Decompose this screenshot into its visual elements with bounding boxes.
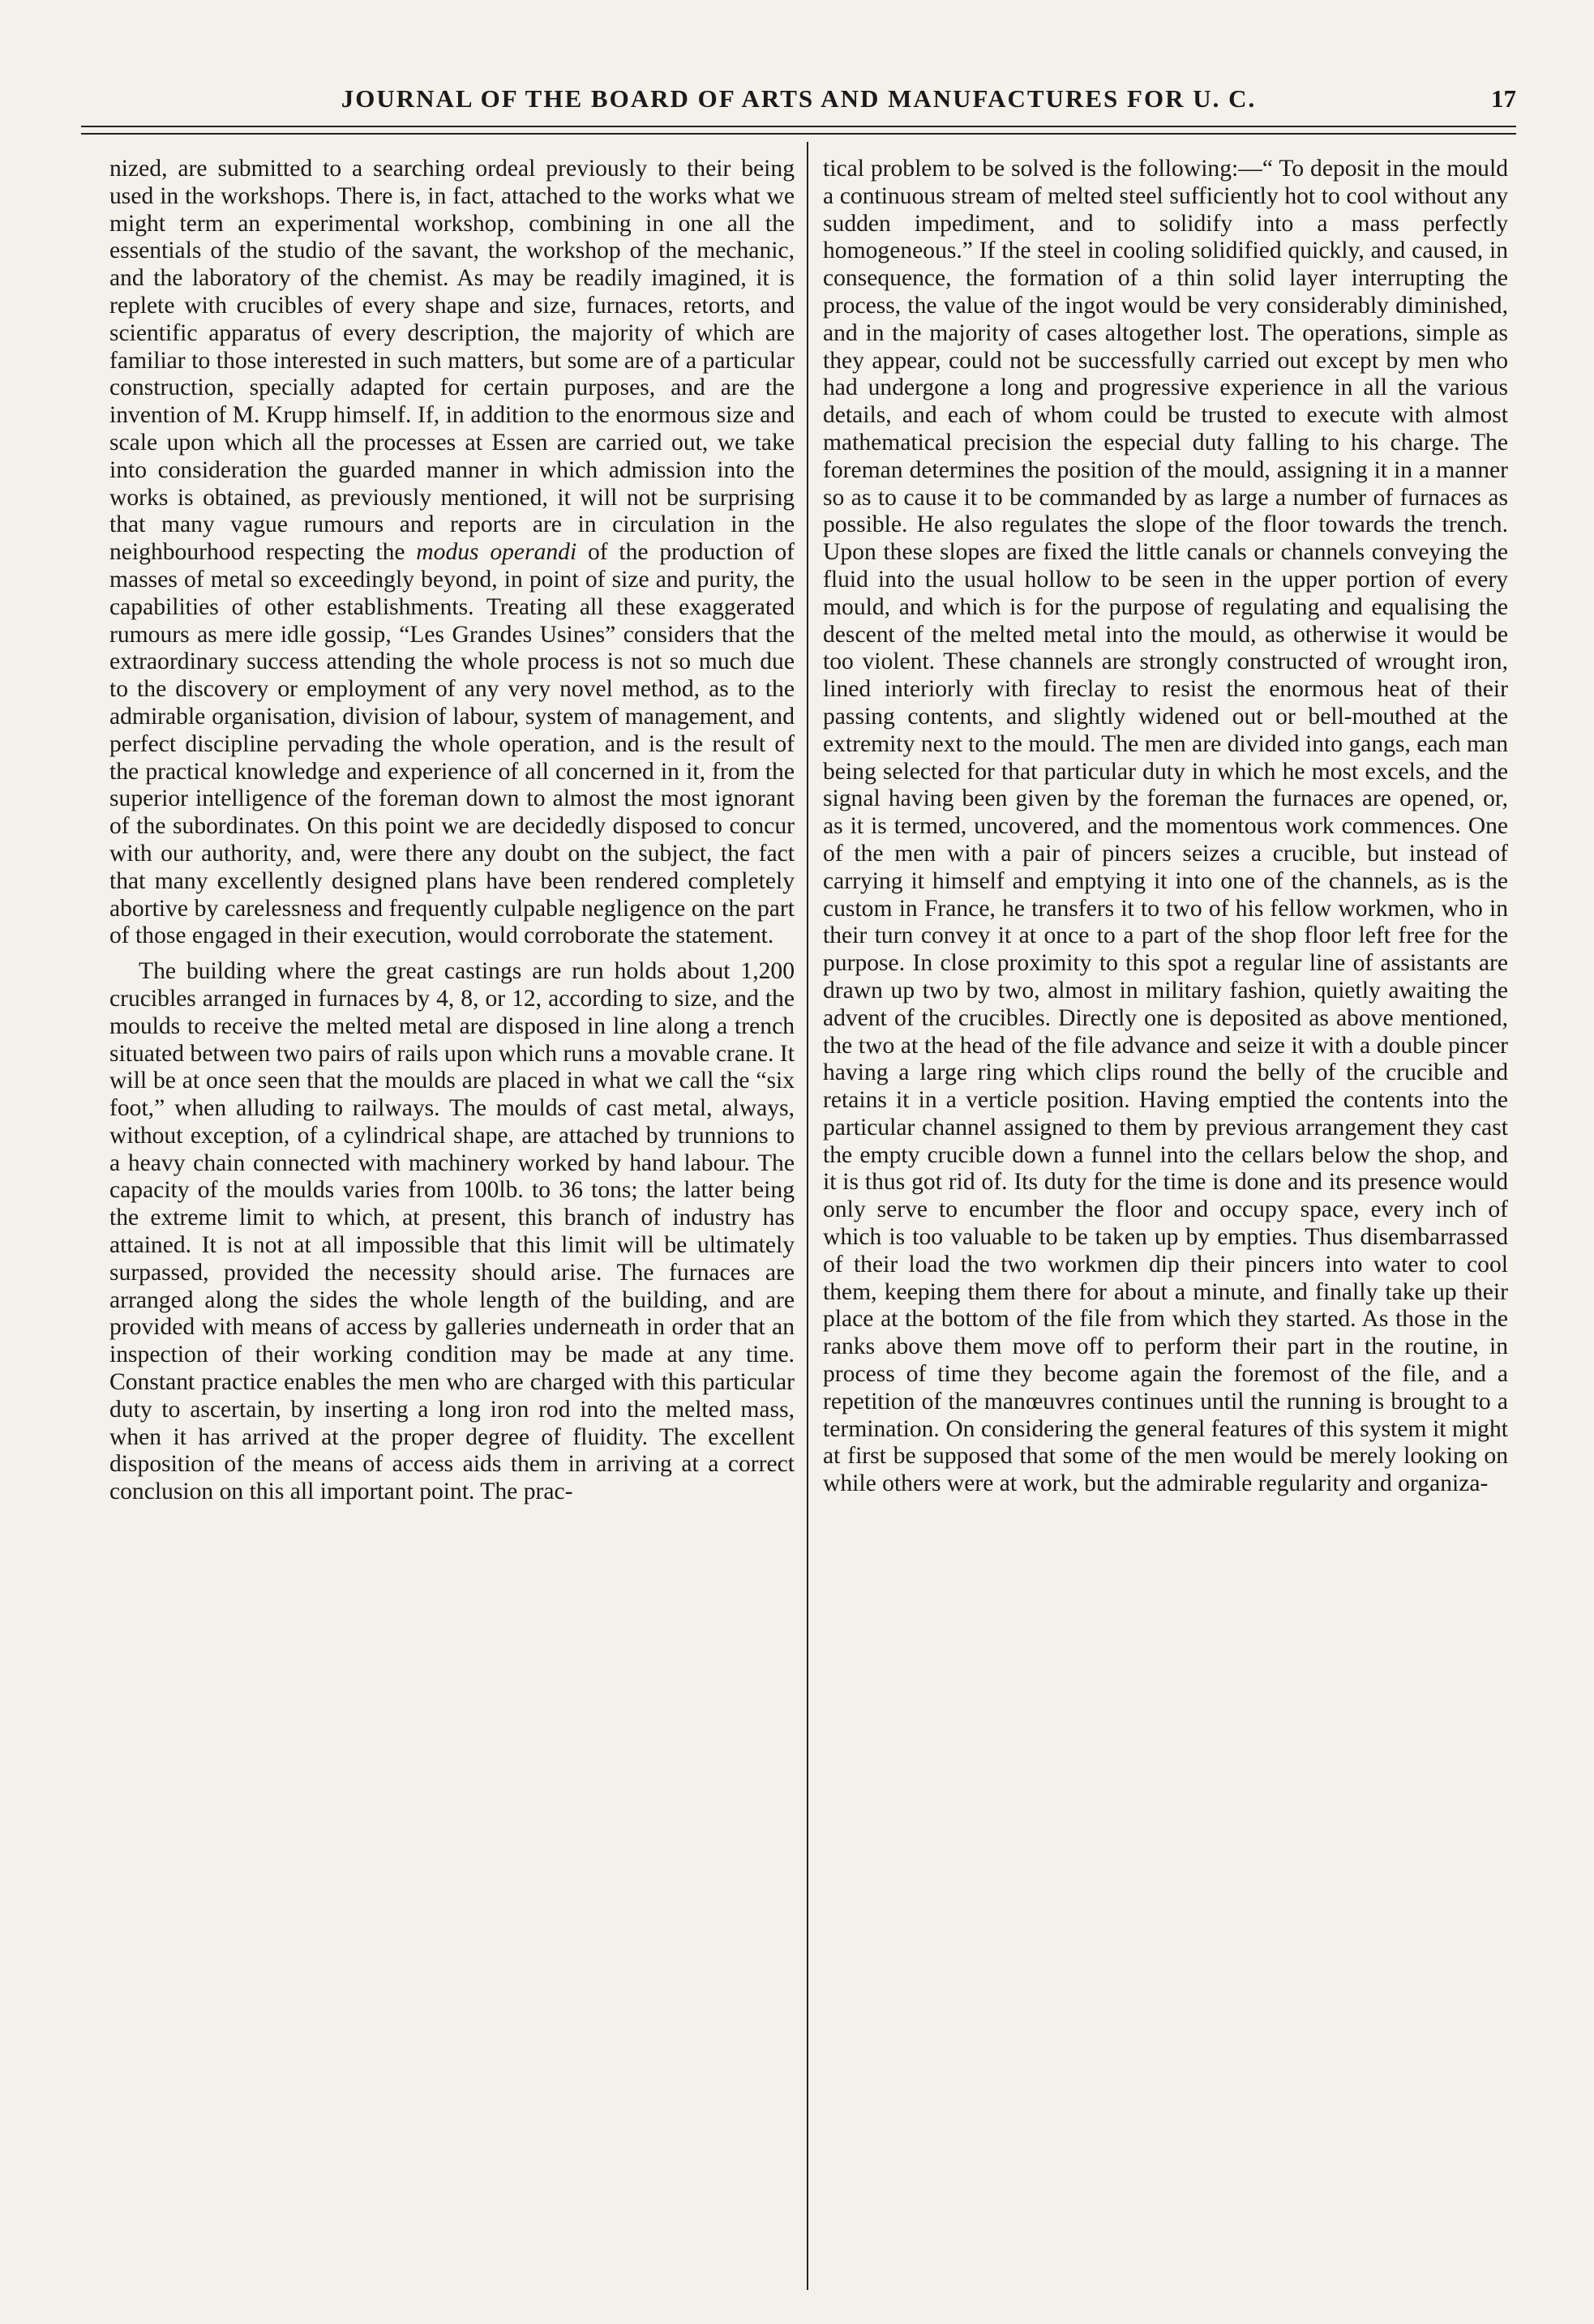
header-rule-bottom <box>81 133 1516 135</box>
left-paragraph-2: The building where the great castings are run holds about 1,200 crucibles arranged in furnaces by 4, 8, or 12, according to size, and the moulds to receive the melted metal are disposed in line along a trench situated between two pairs of rails upon which runs a movable crane. It will be at once seen that the moulds are placed in what we call the “six foot,” when alluding to railways. The moulds of cast metal, always, without exception, of a cylindrical shape, are attached by trunnions to a heavy chain connected with machinery worked by hand labour. The capacity of the moulds varies from 100lb. to 36 tons; the latter being the extreme limit to which, at present, this branch of industry has attained. It is not at all impossible that this limit will be ultimately surpassed, provided the necessity should arise. The furnaces are arranged along the sides the whole length of the building, and are provided with means of access by galleries underneath in order that an inspection of their working condition may be made at any time. Constant practice enables the men who are charged with this particular duty to ascertain, by inserting a long iron rod into the melted mass, when it has arrived at the proper degree of fluidity. The excellent disposition of the means of access aids them in arriving at a correct conclusion on this all important point. The prac- <box>109 958 795 1505</box>
right-column <box>823 156 1508 2271</box>
left-p1-italic-phrase: modus operandi <box>416 539 577 566</box>
header-rule-top <box>81 126 1516 127</box>
left-p1-text-b: of the production of masses of metal so exceedingly beyond, in point of size and purity, the capabilities of other establishments. Treating all these exaggerated rumours as mere idle gossip, “Les Grandes Usines” considers that the extraordinary success attending the whole process is not so much due to the discovery or employment of any very novel method, as to the admirable organisation, division of labour, system of management, and perfect discipline pervading the whole operation, and is the result of the practical knowledge and experience of all concerned in it, from the superior intelligence of the foreman down to almost the most ignorant of the subordinates. On this point we are decidedly disposed to concur with our authority, and, were there any doubt on the subject, the fact that many excellently designed plans have been rendered completely abortive by carelessness and frequently culpable negligence on the part of those engaged in their execution, would corroborate the statement. <box>109 539 795 949</box>
right-paragraph-1: tical problem to be solved is the following:—“ To deposit in the mould a continuous stream of melted steel sufficiently hot to cool without any sudden impediment, and to solidify into a mass perfectly homogeneous.” If the steel in cooling solidified quickly, and caused, in consequence, the formation of a thin solid layer interrupting the process, the value of the ingot would be very considerably diminished, and in the majority of cases altogether lost. The operations, simple as they appear, could not be successfully carried out except by men who had undergone a long and progressive experience in all the various details, and each of whom could be trusted to execute with almost mathematical precision the especial duty falling to his charge. The foreman determines the position of the mould, assigning it in a manner so as to cause it to be commanded by as large a number of furnaces as possible. He also regulates the slope of the floor towards the trench. Upon these slopes are fixed the little canals or channels conveying the fluid into the usual hollow to be seen in the upper portion of every mould, and which is for the purpose of regulating and equalising the descent of the melted metal into the mould, as otherwise it would be too violent. These channels are strongly constructed of wrought iron, lined interiorly with fireclay to resist the enormous heat of their passing contents, and slightly widened out or bell-mouthed at the extremity next to the mould. The men are divided into gangs, each man being selected for that particular duty in which he most excels, and the signal having been given by the foreman the furnaces are opened, or, as it is termed, uncovered, and the momentous work commences. One of the men with a pair of pincers seizes a crucible, but instead of carrying it himself and emptying it into one of the channels, as is the custom in France, he transfers it to two of his fellow workmen, who in their turn convey it at once to a part of the shop floor left free for the purpose. In close proximity to this spot a regular line of assistants are drawn up two by two, almost in military fashion, quietly awaiting the advent of the crucibles. Directly one is deposited as above mentioned, the two at the head of the file advance and seize it with a double pincer having a large ring which clips round the belly of the crucible and retains it in a verticle position. Having emptied the contents into the particular channel assigned to them by previous arrangement they cast the empty crucible down a funnel into the cellars below the shop, and it is thus got rid of. Its duty for the time is done and its presence would only serve to encumber the floor and occupy space, every inch of which is too valuable to be taken up by empties. Thus disembarrassed of their load the two workmen dip their pincers into water to cool them, keeping them there for about a minute, and finally take up their place at the bottom of the file from which they started. As those in the ranks above them move off to perform their part in the routine, in process of time they become again the foremost of the file, and a repetition of the manœuvres continues until the running is brought to a termination. On considering the general features of this system it might at first be supposed that some of the men would be merely looking on while others were at work, but the admirable regularity and organiza- <box>823 156 1508 1497</box>
left-paragraph-1 <box>109 156 795 950</box>
page-number: 17 <box>1491 84 1516 113</box>
left-column <box>109 156 795 2271</box>
column-divider <box>807 142 808 2290</box>
running-header <box>81 81 1516 122</box>
journal-title: JOURNAL OF THE BOARD OF ARTS AND MANUFACTURES FOR U. C. <box>341 84 1257 113</box>
left-p1-text-a: nized, are submitted to a searching ordeal previously to their being used in the workshops. There is, in fact, attached to the works what we might term an experimental workshop, combining in one all the essentials of the studio of the savant, the workshop of the mechanic, and the laboratory of the chemist. As may be readily imagined, it is replete with crucibles of every shape and size, furnaces, retorts, and scientific apparatus of every description, the majority of which are familiar to those interested in such matters, but some are of a particular construction, specially adapted for certain purposes, and are the invention of M. Krupp himself. If, in addition to the enormous size and scale upon which all the processes at Essen are carried out, we take into consideration the guarded manner in which admission into the works is obtained, as previously mentioned, it will not be surprising that many vague rumours and reports are in circulation in the neighbourhood respecting the <box>109 156 795 566</box>
